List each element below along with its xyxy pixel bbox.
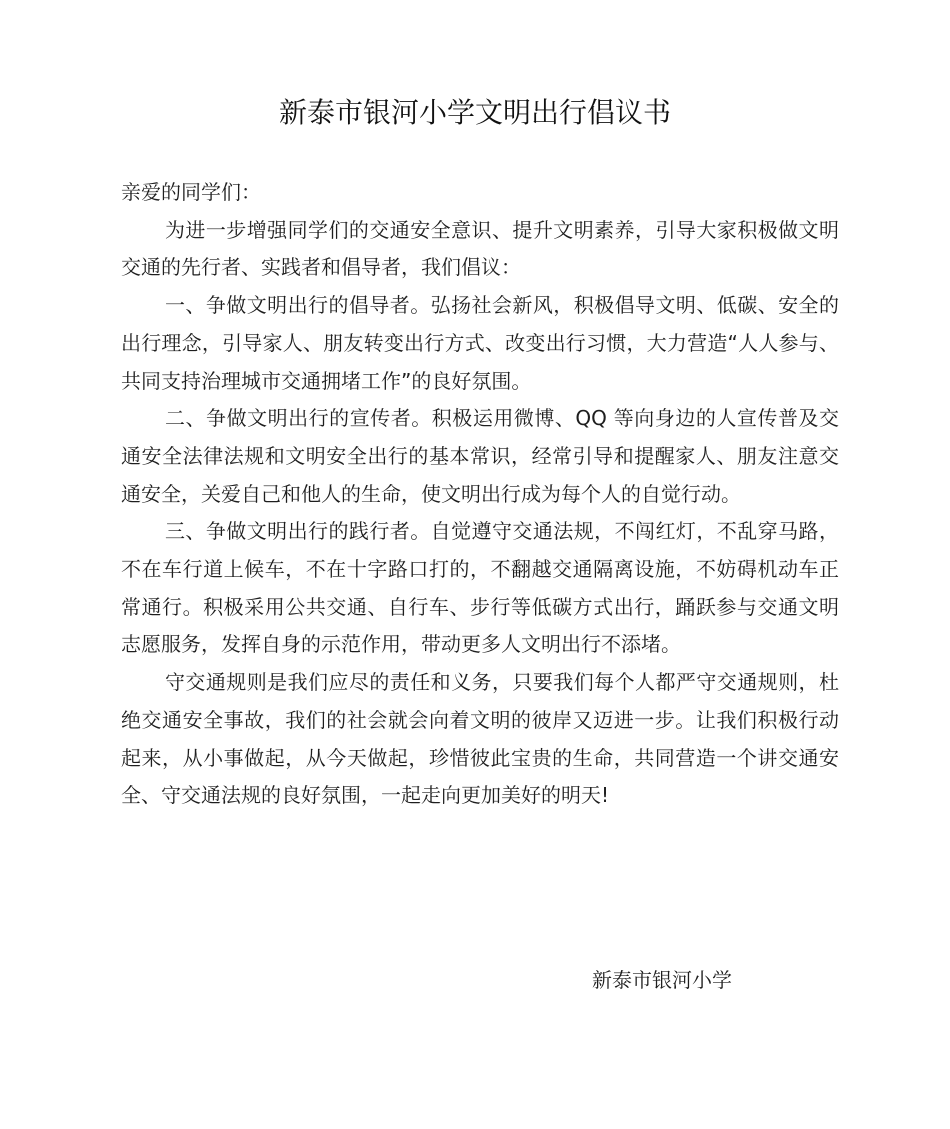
proposal-3-paragraph: 三、争做文明出行的践行者。自觉遵守交通法规，不闯红灯，不乱穿马路，不在车行道上候车，不在十字路口打的，不翻越交通隔离设施，不妨碍机动车正常通行。积极采用公共交通、自行车、步行等低碳方式出行，踊跃参与交通文明志愿服务，发挥自身的示范作用，带动更多人文明出行不添堵。: [121, 519, 839, 657]
proposal-2-paragraph: 二、争做文明出行的宣传者。积极运用微博、QQ 等向身边的人宣传普及交通安全法律法规和文明安全出行的基本常识，经常引导和提醒家人、朋友注意交通安全，关爱自己和他人的生命，使文明出行成为每个人的自觉行动。: [121, 406, 839, 506]
salutation: 亲爱的同学们：: [121, 180, 261, 204]
closing-paragraph: 守交通规则是我们应尽的责任和义务，只要我们每个人都严守交通规则，杜绝交通安全事故，我们的社会就会向着文明的彼岸又迈进一步。让我们积极行动起来，从小事做起，从今天做起，珍惜彼此宝贵的生命，共同营造一个讲交通安全、守交通法规的良好氛围，一起走向更加美好的明天!: [121, 670, 839, 808]
signature: 新泰市银河小学: [592, 968, 732, 992]
document-body: [121, 174, 839, 815]
proposal-1-paragraph: 一、争做文明出行的倡导者。弘扬社会新风，积极倡导文明、低碳、安全的出行理念，引导家人、朋友转变出行方式、改变出行习惯，大力营造“人人参与、共同支持治理城市交通拥堵工作”的良好氛围。: [121, 293, 839, 393]
document-title: 新泰市银河小学文明出行倡议书: [278, 96, 671, 129]
intro-paragraph: 为进一步增强同学们的交通安全意识、提升文明素养，引导大家积极做文明交通的先行者、实践者和倡导者，我们倡议：: [121, 217, 839, 280]
